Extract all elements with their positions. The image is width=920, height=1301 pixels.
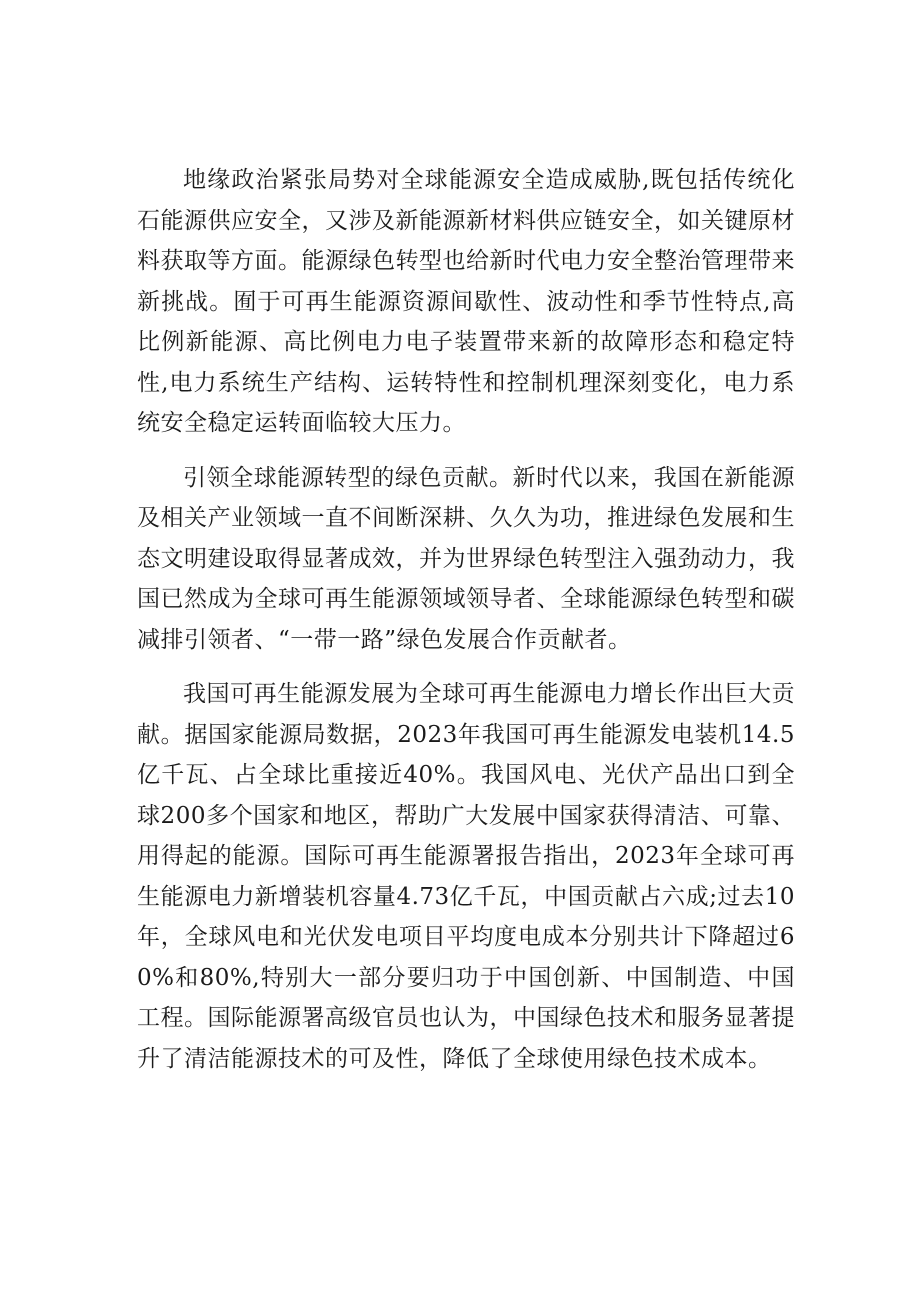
- paragraph-green-contribution: 引领全球能源转型的绿色贡献。新时代以来，我国在新能源及相关产业领域一直不间断深耕、久久为功，推进绿色发展和生态文明建设取得显著成效，并为世界绿色转型注入强劲动力，我国已然成为全球可再生能源领域领导者、全球能源绿色转型和碳减排引领者、“一带一路”绿色发展合作贡献者。: [137, 464, 795, 653]
- document-body: [137, 160, 795, 1079]
- paragraph-renewable-growth: 我国可再生能源发展为全球可再生能源电力增长作出巨大贡献。据国家能源局数据，2023年我国可再生能源发电装机14.5亿千瓦、占全球比重接近40%。我国风电、光伏产品出口到全球200多个国家和地区，帮助广大发展中国家获得清洁、可靠、用得起的能源。国际可再生能源署报告指出，2023年全球可再生能源电力新增装机容量4.73亿千瓦，中国贡献占六成;过去10年，全球风电和光伏发电项目平均度电成本分别共计下降超过60%和80%,特别大一部分要归功于中国创新、中国制造、中国工程。国际能源署高级官员也认为，中国绿色技术和服务显著提升了清洁能源技术的可及性，降低了全球使用绿色技术成本。: [137, 681, 795, 1072]
- paragraph-energy-security: 地缘政治紧张局势对全球能源安全造成威胁,既包括传统化石能源供应安全，又涉及新能源新材料供应链安全，如关键原材料获取等方面。能源绿色转型也给新时代电力安全整治管理带来新挑战。囿于可再生能源资源间歇性、波动性和季节性特点,高比例新能源、高比例电力电子装置带来新的故障形态和稳定特性,电力系统生产结构、运转特性和控制机理深刻变化，电力系统安全稳定运转面临较大压力。: [137, 167, 795, 436]
